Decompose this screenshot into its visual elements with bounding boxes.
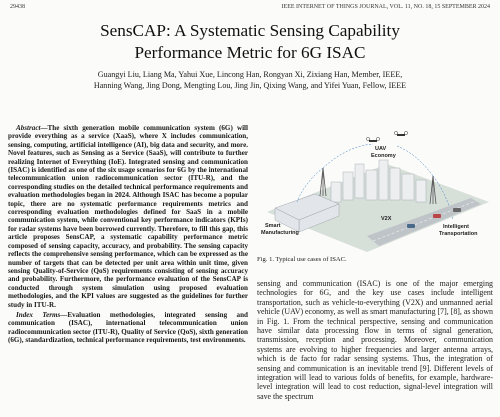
journal-info: IEEE INTERNET OF THINGS JOURNAL, VOL. 11, NO. 18, 15 SEPTEMBER 2024 <box>281 4 490 10</box>
right-column-body: sensing and communication (ISAC) is one of the major emerging technologies for 6G, and the key use cases include intelligent transportation, such as vehicle-to-everything (V2X) and unmanned aerial vehicle (UAV) economy, as well as smart manufacturing [7], [8], as shown in Fig. 1. From the technical perspective, sensing and communication have similar data processing flow in terms of signal generation, transmission, reception and processing. Moreover, communication systems are evolving to higher frequencies and larger antenna arrays, which is de facto for radar sensing systems. Thus, the integration of sensing and communication is an inevitable trend [9]. Different levels of integration will lead to various folds of benefits, for example, hardware-level integration will lead to cost reduction, signal-level integration will save the spectrum <box>257 279 493 401</box>
label-v2x: V2X <box>381 216 392 222</box>
label-uav: UAV <box>375 146 387 152</box>
label-intelligent: Intelligent <box>443 224 469 230</box>
left-column <box>8 124 248 347</box>
abstract-text: —The sixth generation mobile communication system (6G) will provide everything as a service (XaaS), where X includes communication, sensing, computing, artificial intelligence (AI), big data and security, and more. Novel features, such as Sensing as a Service (SaaS), will contribute to further realizing Internet of Everything (IoE). Integrated sensing and communication (ISAC) is identified as one of the six usage scenarios for 6G by the international telecommunication union radiocommunication sector (ITU-R), and the corresponding studies on the detailed technical performance requirements and evaluation methodologies began in 2024. Although ISAC has become a popular topic, there are no systematic performance requirements metrics and corresponding evaluation methodologies defined for SaaS in a mobile communication system, while conventional key performance indicators (KPIs) for radar systems have been borrowed currently. Therefore, to fill this gap, this article proposes SensCAP, a systematic capability performance metric composed of sensing capacity, accuracy, and probability. The sensing capacity reflects the comprehensive sensing performance, which can be expressed as the number of targets that can be detected per unit area within unit time, given sensing Quality-of-Service (QoS) requirements consisting of sensing accuracy and probability. Furthermore, the performance evaluation of the SensCAP is conducted through system simulation using proposed evaluation methodologies, and the KPI values are suggested as the guidelines for further study in ITU-R. <box>8 124 248 309</box>
index-terms-label: Index Terms <box>16 310 61 319</box>
authors-line-1: Guangyi Liu, Liang Ma, Yahui Xue, Lincong Han, Rongyan Xi, Zixiang Han, Member, IEEE, <box>97 70 403 79</box>
figure-caption: Fig. 1. Typical use cases of ISAC. <box>257 256 347 263</box>
title-line-2: Performance Metric for 6G ISAC <box>134 43 366 62</box>
index-terms <box>8 311 248 345</box>
abstract <box>8 124 248 309</box>
index-terms-text: —Evaluation methodologies, integrated sensing and communication (ISAC), international telecommunication union radiocommunication sector (ITU-R), Quality of Service (QoS), sixth generation (6G), standardization, technical performance requirements, test environments. <box>8 310 248 345</box>
authors-line-2: Hanning Wang, Jing Dong, Mengting Lou, Jing Jin, Qixing Wang, and Yifei Yuan, Fellow, IEEE <box>93 81 407 90</box>
isac-use-case-figure <box>257 124 493 254</box>
label-transportation: Transportation <box>439 231 478 237</box>
uav-drones <box>366 131 407 142</box>
running-header <box>10 4 490 10</box>
page-number: 29438 <box>10 4 25 10</box>
author-list <box>18 69 482 91</box>
abstract-label: Abstract <box>16 124 41 132</box>
paper-title <box>0 20 500 64</box>
title-line-1: SensCAP: A Systematic Sensing Capability <box>100 21 400 40</box>
label-smart: Smart <box>265 223 281 229</box>
label-economy: Economy <box>371 153 396 159</box>
label-manufacturing: Manufacturing <box>261 230 299 236</box>
